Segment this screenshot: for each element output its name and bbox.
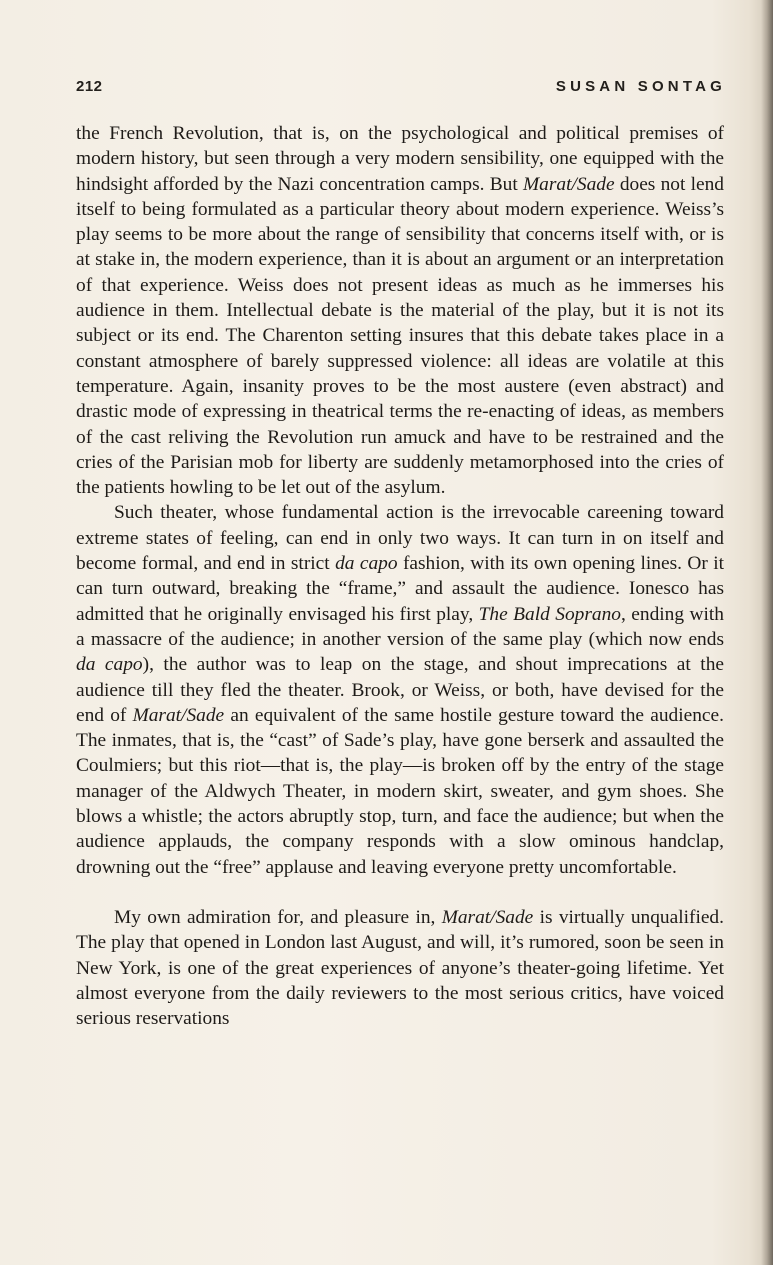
paragraph-2 <box>76 500 724 879</box>
title-bald-soprano: The Bald Soprano <box>478 603 621 625</box>
title-marat-sade: Marat/Sade <box>132 704 225 726</box>
term-da-capo: da capo <box>76 654 143 676</box>
paragraph-2-text-a: Such theater, whose fundamental action is the irrevocable careening toward extreme states of feeling, can end in only two ways. It can turn in on itself and become formal, and end in strict <box>76 502 724 575</box>
paragraph-1-text-b: does not lend itself to being formulated as a particular theory about modern experience. Weiss’s play seems to be more about the range of sensibility that concerns itself with, or is at stake in, the modern experience, than it is about an argument or an interpretation of that experience. Weiss does not present ideas as much as he immerses his audience in them. Intellectual debate is the material of the play, but it is not its subject or its end. The Charenton setting insures that this debate takes place in a constant atmosphere of barely suppressed violence: all ideas are volatile at this temperature. Again, insanity proves to be the most austere (even abstract) and drastic mode of expressing in theatrical terms the re-enacting of ideas, as members of the cast reliving the Revolution run amuck and have to be restrained and the cries of the Parisian mob for liberty are suddenly metamorphosed into the cries of the patients howling to be let out of the asylum. <box>76 173 724 499</box>
body-text <box>76 121 724 1031</box>
paragraph-2-text-c: , ending with a massacre of the audience; in another version of the same play (which now ends <box>76 603 724 650</box>
paragraph-2-text-e: an equivalent of the same hostile gesture toward the audience. The inmates, that is, the “cast” of Sade’s play, have gone berserk and assaulted the Coulmiers; but this riot—that is, the play—is broken off by the entry of the stage manager of the Aldwych Theater, in modern skirt, sweater, and gym shoes. She blows a whistle; the actors abruptly stop, turn, and face the audience; but when the audience applauds, the company responds with a slow ominous handclap, drowning out the “free” applause and leaving everyone pretty uncomfortable. <box>76 704 724 878</box>
page-gutter-shadow <box>761 0 773 1265</box>
paragraph-1-text-a: the French Revolution, that is, on the psychological and political premises of modern history, but seen through a very modern sensibility, one equipped with the hindsight afforded by the Nazi concentration camps. But <box>76 123 724 195</box>
paragraph-3-text-a: My own admiration for, and pleasure in, <box>114 906 442 928</box>
paragraph-3 <box>76 905 724 1031</box>
running-head <box>76 78 726 100</box>
title-marat-sade: Marat/Sade <box>441 906 534 928</box>
page-number: 212 <box>76 78 103 95</box>
paragraph-1 <box>76 121 724 500</box>
term-da-capo: da capo <box>335 553 398 575</box>
title-marat-sade: Marat/Sade <box>523 173 615 195</box>
running-head-author: SUSAN SONTAG <box>555 78 726 95</box>
paragraph-2-text-d: ), the author was to leap on the stage, and shout imprecations at the audience till they fled the theater. Brook, or Weiss, or both, have devised for the end of <box>76 654 724 726</box>
paragraph-3-text-b: is virtually unqualified. The play that opened in London last August, and will, it’s rumored, soon be seen in New York, is one of the great experiences of anyone’s theater-going lifetime. Yet almost everyone from the daily reviewers to the most serious critics, have voiced serious reservations <box>76 906 724 1030</box>
paragraph-2-text-b: fashion, with its own opening lines. Or it can turn outward, breaking the “frame,” and assault the audience. Ionesco has admitted that he originally envisaged his first play, <box>76 553 725 625</box>
